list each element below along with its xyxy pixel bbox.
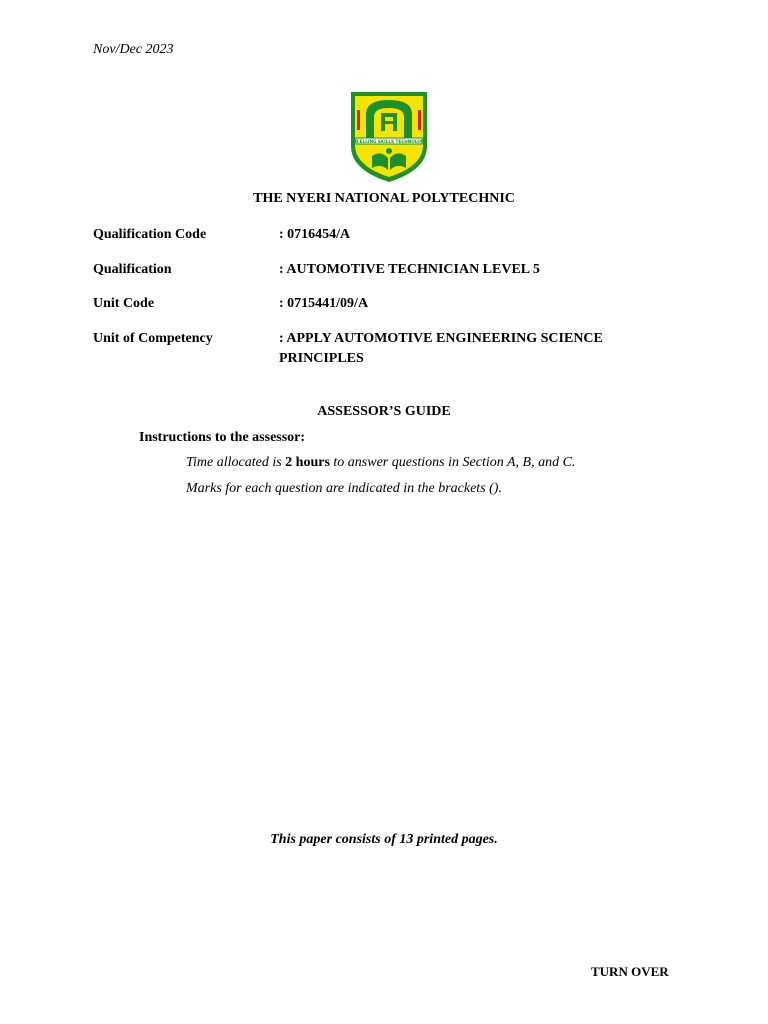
unit-of-competency-label: Unit of Competency — [93, 331, 213, 346]
unit-code-value: : 0715441/09/A — [279, 296, 369, 311]
assessors-guide-title: ASSESSOR’S GUIDE — [317, 404, 451, 419]
unit-code-label: Unit Code — [93, 296, 155, 311]
unit-of-competency-value: : APPLY AUTOMOTIVE ENGINEERING SCIENCE PRINCIPLES — [279, 331, 603, 366]
instruction-time-after: to answer questions in Section A, B, and C. — [329, 455, 576, 470]
instructions-heading: Instructions to the assessor: — [139, 430, 306, 445]
logo-motto: EXCELLING SKILLS TECHNOLOGY — [350, 139, 428, 144]
qualification-code-label: Qualification Code — [93, 227, 207, 242]
institution-name: THE NYERI NATIONAL POLYTECHNIC — [253, 191, 515, 206]
turn-over-label: TURN OVER — [591, 964, 669, 979]
polytechnic-logo — [348, 88, 430, 184]
instruction-time-before: Time allocated is — [186, 455, 286, 470]
printed-pages-note: This paper consists of 13 printed pages. — [270, 832, 498, 847]
qualification-code-value: : 0716454/A — [279, 227, 351, 242]
instruction-marks: Marks for each question are indicated in the brackets (). — [186, 481, 502, 496]
instruction-time-hours: 2 hours — [285, 455, 330, 470]
qualification-value: : AUTOMOTIVE TECHNICIAN LEVEL 5 — [279, 262, 540, 277]
qualification-label: Qualification — [93, 262, 172, 277]
crest-icon — [348, 88, 430, 184]
instruction-time-allocated — [186, 455, 575, 471]
exam-date: Nov/Dec 2023 — [93, 42, 174, 57]
